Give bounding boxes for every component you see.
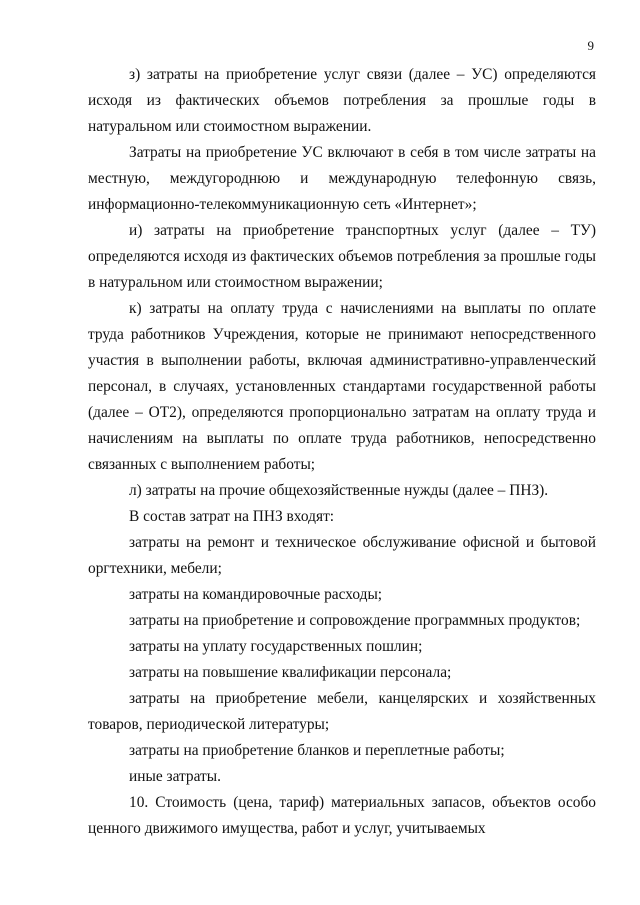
list-item-software: затраты на приобретение и сопровождение программных продуктов; [129, 612, 581, 629]
list-item-travel: затраты на командировочные расходы; [129, 586, 383, 603]
paragraph-transport-costs: и) затраты на приобретение транспортных услуг (далее – ТУ) определяются исходя из фактических объемов потребления за прошлые годы в натуральном или стоимостном выражении; [88, 222, 596, 291]
list-item-forms: затраты на приобретение бланков и переплетные работы; [129, 742, 505, 759]
list-item-repair: затраты на ремонт и техническое обслуживание офисной и бытовой оргтехники, мебели; [88, 534, 596, 577]
paragraph-pnz-composition: В состав затрат на ПНЗ входят: [129, 508, 335, 525]
paragraph-general-needs: л) затраты на прочие общехозяйственные нужды (далее – ПНЗ). [129, 482, 549, 499]
list-item-furniture: затраты на приобретение мебели, канцелярских и хозяйственных товаров, периодической литературы; [88, 690, 596, 733]
list-item-training: затраты на повышение квалификации персонала; [129, 664, 452, 681]
list-item-duties: затраты на уплату государственных пошлин; [129, 638, 423, 655]
document-body [88, 62, 596, 842]
paragraph-item-10: 10. Стоимость (цена, тариф) материальных запасов, объектов особо ценного движимого имущества, работ и услуг, учитываемых [88, 794, 596, 837]
paragraph-communication-costs: з) затраты на приобретение услуг связи (далее – УС) определяются исходя из фактических объемов потребления за прошлые годы в натуральном или стоимостном выражении. [88, 66, 596, 135]
paragraph-communication-details: Затраты на приобретение УС включают в себя в том числе затраты на местную, междугороднюю и международную телефонную связь, информационно-телекоммуникационную сеть «Интернет»; [88, 144, 596, 213]
list-item-other: иные затраты. [129, 768, 221, 785]
paragraph-labor-costs: к) затраты на оплату труда с начислениями на выплаты по оплате труда работников Учреждения, которые не принимают непосредственного участия в выполнении работы, включая административно-управленческий персонал, в случаях, установленных стандартами государственной работы (далее – ОТ2), определяются пропорционально затратам на оплату труда и начислениям на выплаты по оплате труда работников, непосредственно связанных с выполнением работы; [88, 300, 596, 473]
page-number: 9 [587, 38, 594, 53]
